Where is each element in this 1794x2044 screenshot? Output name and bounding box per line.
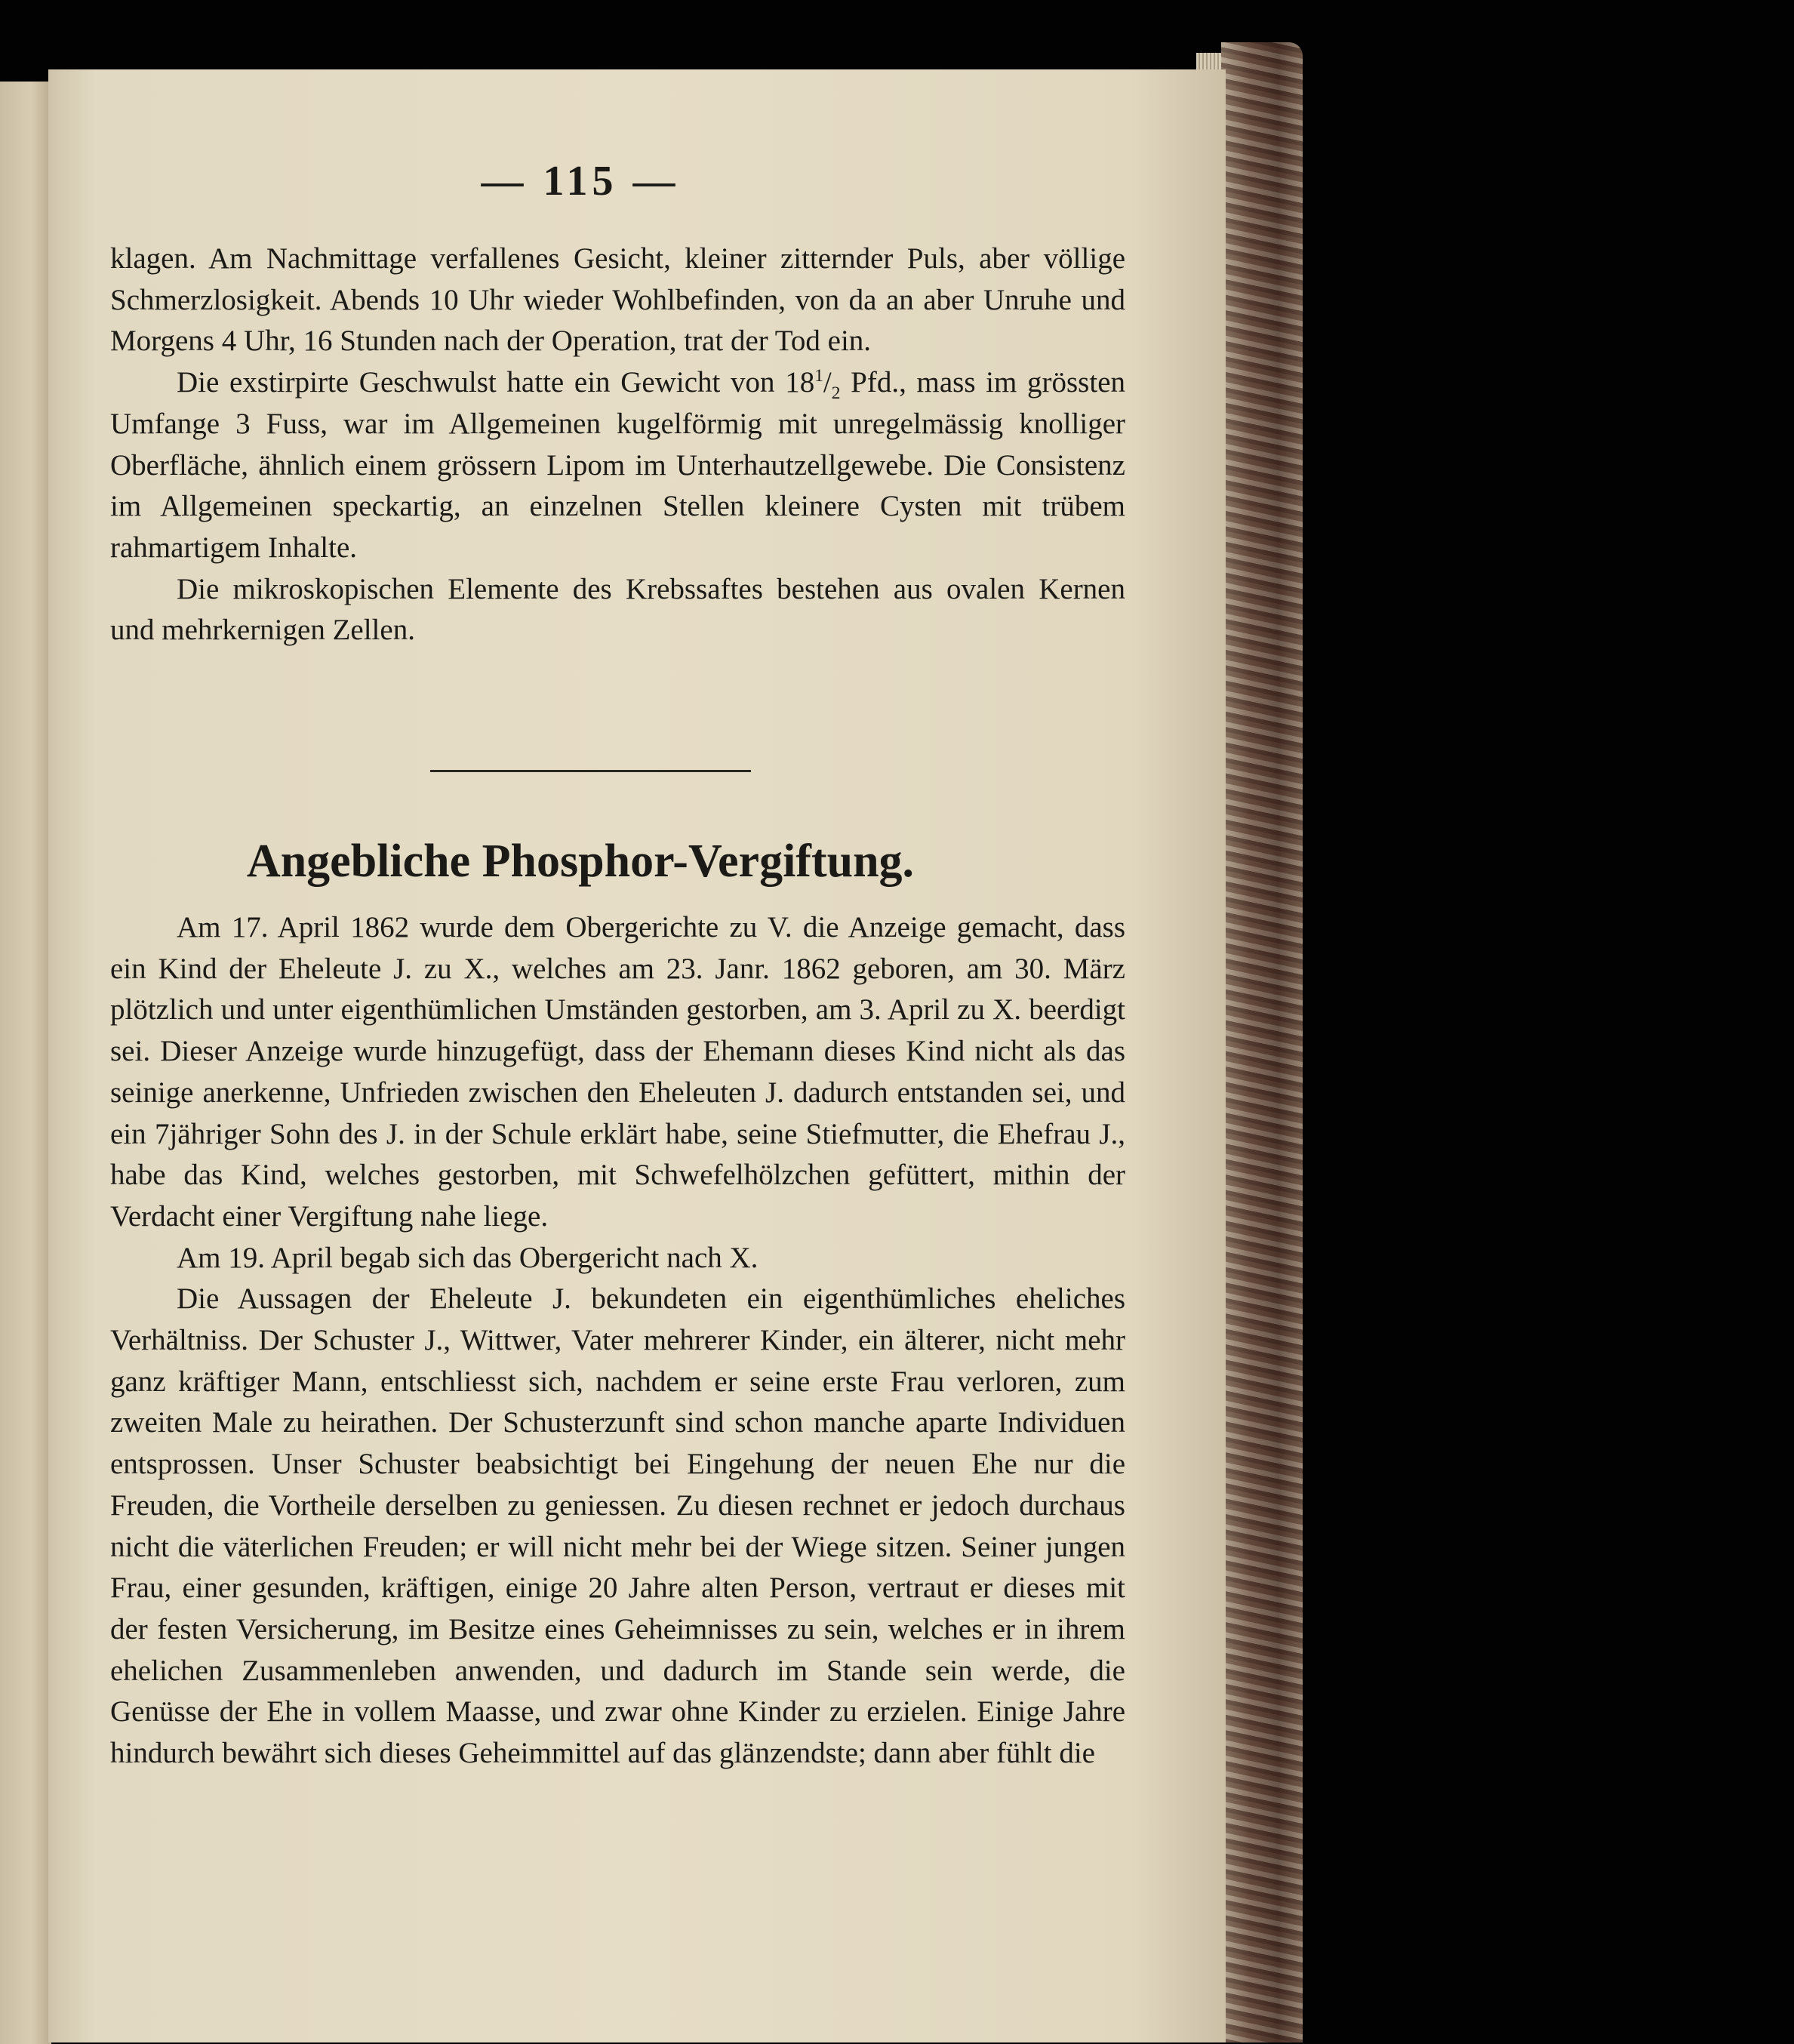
paragraph: Am 17. April 1862 wurde dem Obergerichte zu V. die Anzeige gemacht, dass ein Kind der Eheleute J. zu X., welches am 23. Janr. 1862 geboren, am 30. März plötzlich und unter eigenthümlichen Umständen gestorben, am 3. April zu X. beerdigt sei. Dieser Anzeige wurde hinzugefügt, dass der Ehemann dieses Kind nicht als das seinige anerkenne, Unfrieden zwischen den Eheleuten J. dadurch entstanden sei, und ein 7jähriger Sohn des J. in der Schule erklärt habe, seine Stiefmutter, die Ehefrau J., habe das Kind, welches gestorben, mit Schwefelhölzchen gefüttert, mithin der Verdacht einer Vergiftung nahe liege. xyxy=(110,911,1125,1233)
book-page xyxy=(48,69,1226,2042)
paragraph-text: Die exstirpirte Geschwulst hatte ein Gewicht von 18 xyxy=(177,366,815,399)
paragraph-text: Pfd., mass im grössten Umfange 3 Fuss, war im Allgemeinen kugelförmig mit unregelmässig knolliger Oberfläche, ähnlich einem grössern Lipom im Unterhautzellgewebe. Die Consistenz im Allgemeinen speckartig, an einzelnen Stellen kleinere Cysten mit trübem rahmartigem Inhalte. xyxy=(110,366,1126,564)
page-number: — 115 — xyxy=(481,158,680,205)
paragraph: Die Aussagen der Eheleute J. bekundeten ein eigenthümliches eheliches Verhältniss. Der Schuster J., Wittwer, Vater mehrerer Kinder, ein älterer, nicht mehr ganz kräftiger Mann, entschliesst sich, nachdem er seine erste Frau verloren, zum zweiten Male zu heirathen. Der Schusterzunft sind schon manche aparte Individuen entsprossen. Unser Schuster beabsichtigt bei Eingehung der neuen Ehe nur die Freuden, die Vortheile derselben zu geniessen. Zu diesen rechnet er jedoch durchaus nicht die väterlichen Freuden; er will nicht mehr bei der Wiege sitzen. Seiner jungen Frau, einer gesunden, kräftigen, einige 20 Jahre alten Person, vertraut er dieses mit der festen Versicherung, im Besitze eines Geheimnisses zu sein, welches er in ihrem ehelichen Zusammenleben anwenden, und dadurch im Stande sein werde, die Genüsse der Ehe in vollem Maasse, und zwar ohne Kinder zu erzielen. Einige Jahre hindurch bewährt sich dieses Geheimmittel auf das glänzendste; dann aber fühlt die xyxy=(110,1282,1125,1770)
fraction-denominator: 2 xyxy=(831,383,841,403)
section-divider xyxy=(430,770,751,772)
fraction-numerator: 1 xyxy=(814,366,823,386)
paragraph: Am 19. April begab sich das Obergericht nach X. xyxy=(177,1241,759,1274)
text-section-1 xyxy=(110,239,1125,651)
text-section-2 xyxy=(110,907,1125,1775)
marbled-book-edge xyxy=(1221,42,1303,2042)
paragraph: Die exstirpirte Geschwulst hatte ein Gewicht von $18^1/_2$ Pfd., mass im grössten Umfange 3 Fuss, war im Allgemeinen kugelförmig mit unregelmässig knolliger Oberfläche, ähnlich einem grössern Lipom im Unterhautzellgewebe. Die Consistenz im Allgemeinen speckartig, an einzelnen Stellen kleinere Cysten mit trübem rahmartigem Inhalte. xyxy=(110,366,1126,564)
paragraph: Die mikroskopischen Elemente des Krebssaftes bestehen aus ovalen Kernen und mehrkernigen Zellen. xyxy=(110,572,1125,647)
section-heading: Angebliche Phosphor-Vergiftung. xyxy=(246,836,915,887)
paragraph: klagen. Am Nachmittage verfallenes Gesicht, kleiner zitternder Puls, aber völlige Schmerzlosigkeit. Abends 10 Uhr wieder Wohlbefinden, von da an aber Unruhe und Morgens 4 Uhr, 16 Stunden nach der Operation, trat der Tod ein. xyxy=(110,242,1125,358)
facing-page-edge xyxy=(0,82,51,2044)
